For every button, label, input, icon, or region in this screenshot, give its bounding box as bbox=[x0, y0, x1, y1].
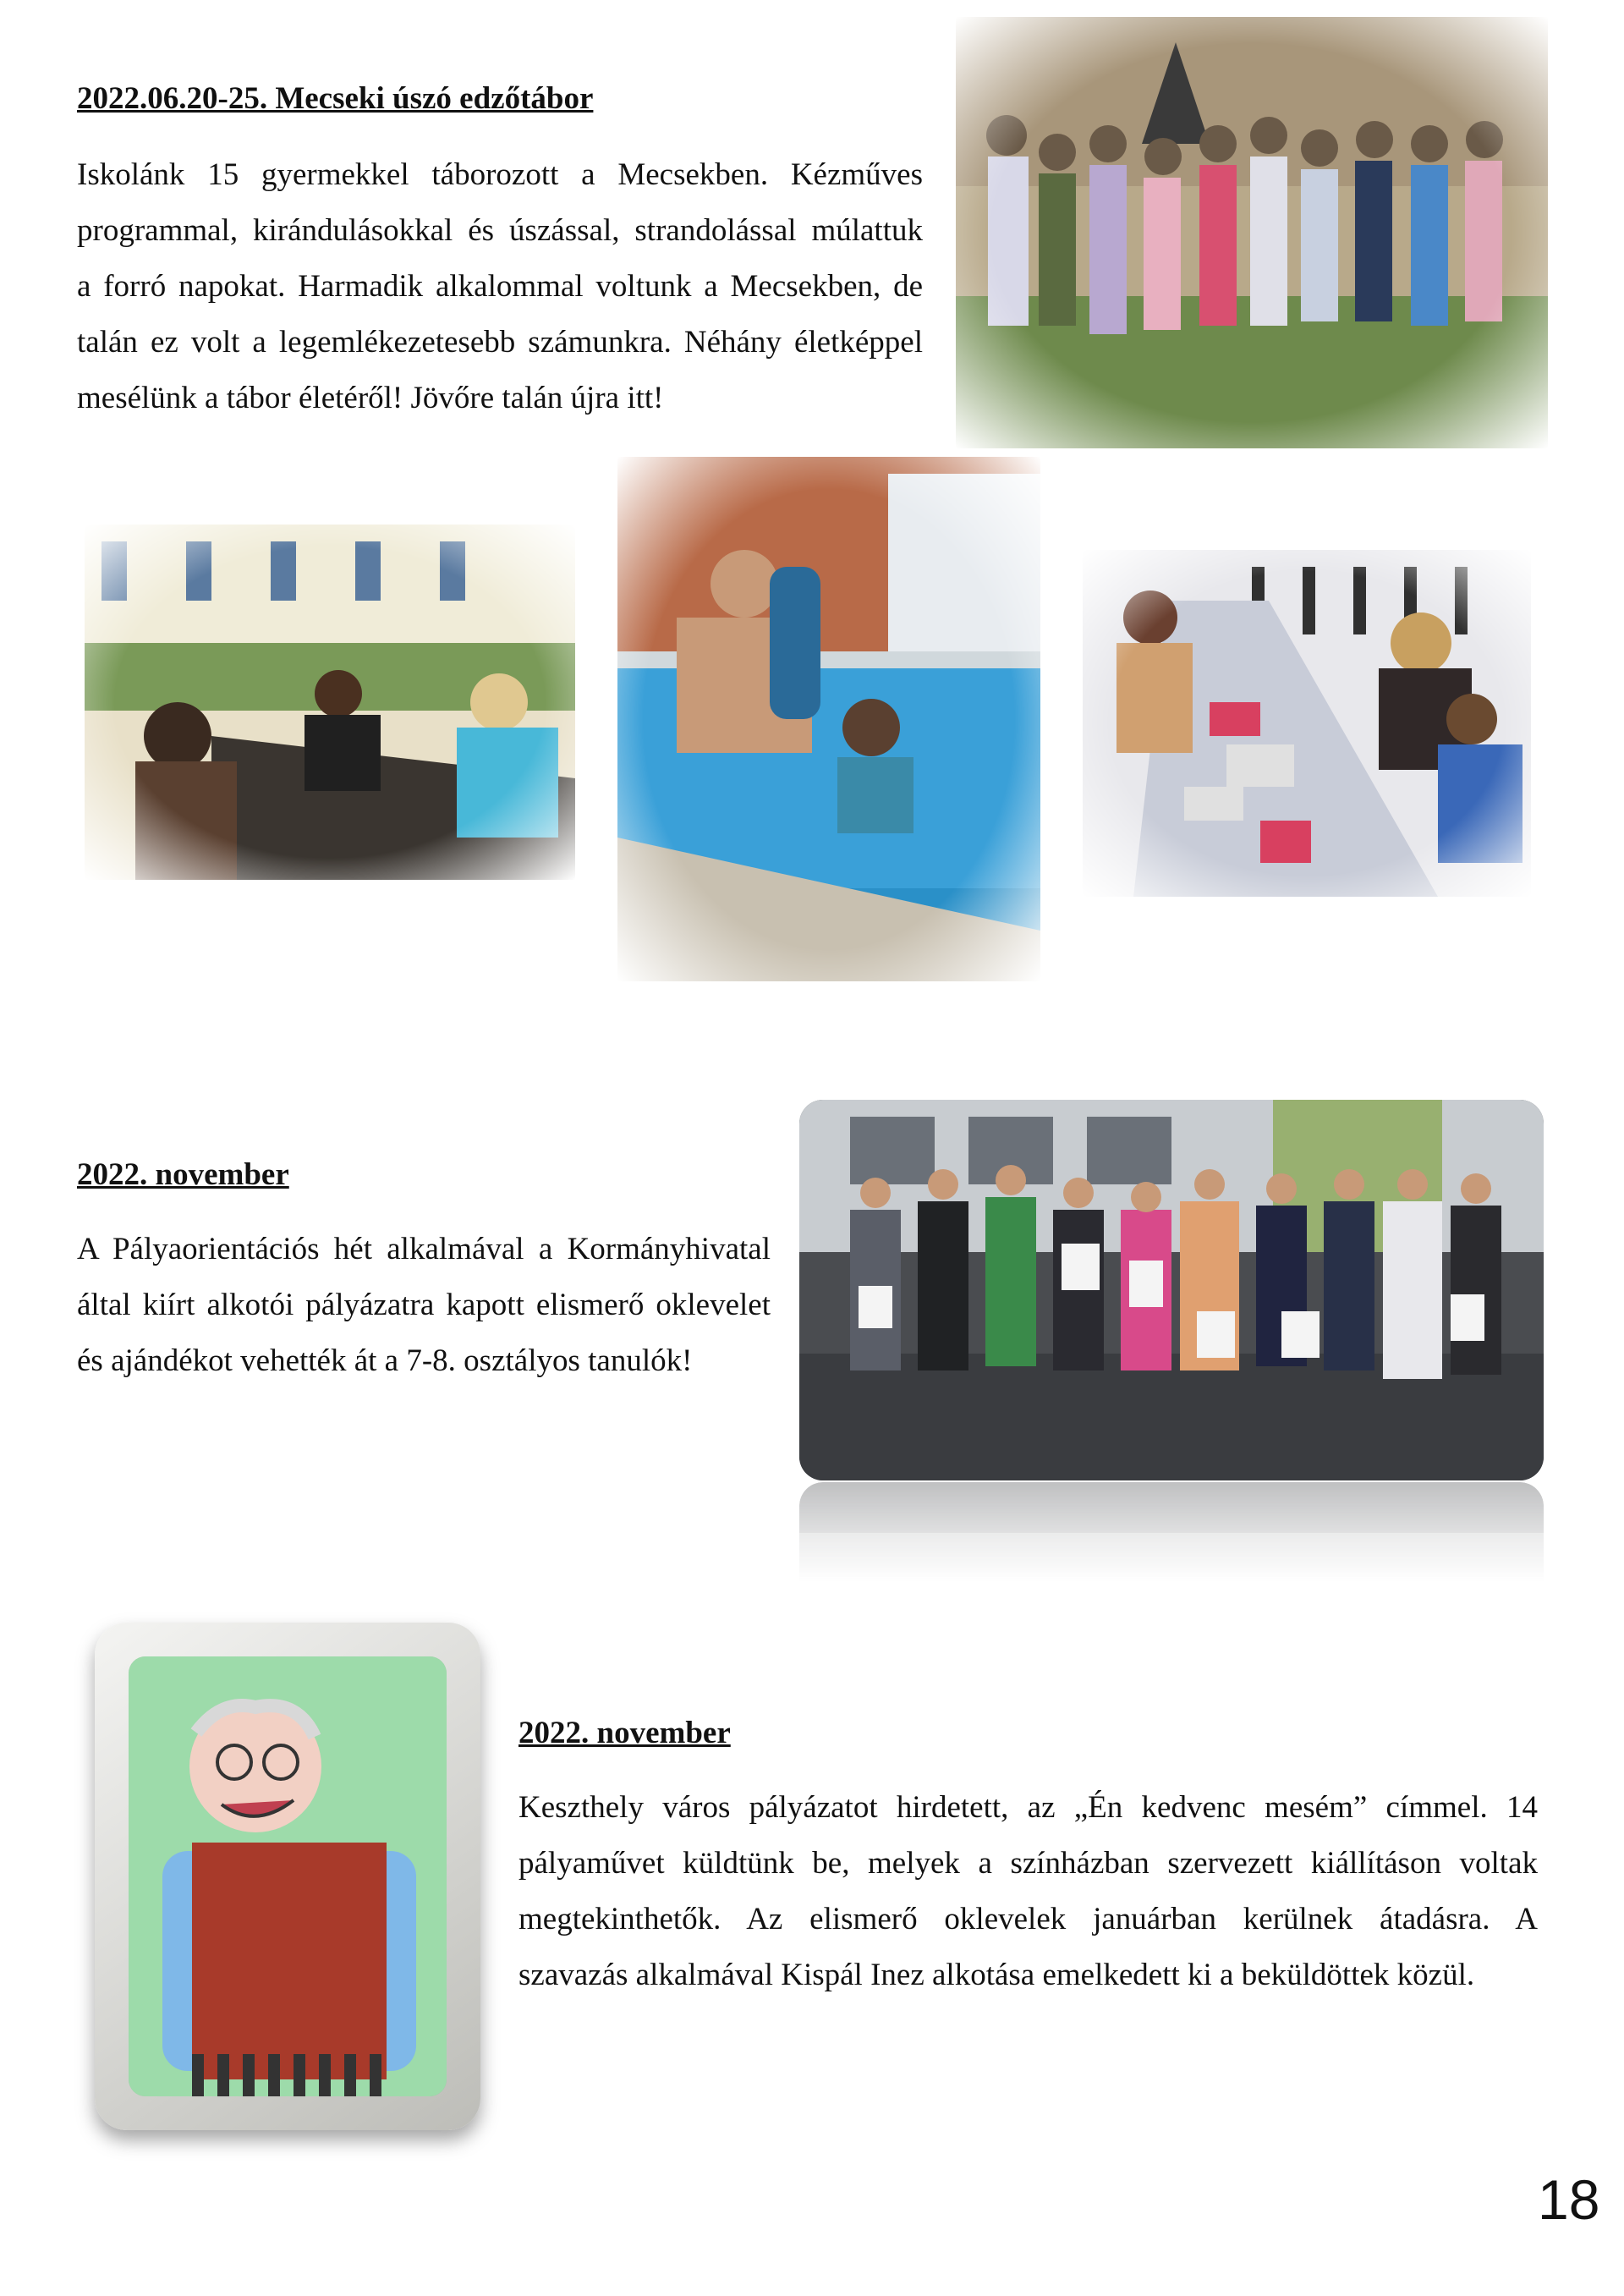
drawing-artwork bbox=[129, 1656, 447, 2096]
section-2-line: és ajándékot vehették át a 7-8. osztályos tanulók! bbox=[77, 1343, 693, 1378]
photo-pool bbox=[617, 457, 1040, 981]
section-3-text bbox=[518, 1780, 1538, 2003]
drawing-frame bbox=[95, 1623, 480, 2130]
photo-crafts bbox=[1083, 550, 1531, 897]
section-2-text bbox=[77, 1222, 771, 1389]
section-1-text bbox=[77, 147, 923, 426]
section-3-heading: 2022. november bbox=[518, 1716, 731, 1750]
group-photo-camp bbox=[956, 17, 1548, 448]
section-2-heading: 2022. november bbox=[77, 1157, 289, 1192]
section-3-line: megtekinthetők. Az elismerő oklevelek januárban kerülnek átadásra. A bbox=[518, 1902, 1538, 1936]
photo-award-students bbox=[799, 1100, 1544, 1480]
section-1-line: mesélünk a tábor életéről! Jövőre talán újra itt! bbox=[77, 381, 664, 415]
page-number: 18 bbox=[1538, 2168, 1600, 2231]
section-3-line: szavazás alkalmával Kispál Inez alkotása emelkedett ki a beküldöttek közül. bbox=[518, 1958, 1475, 1992]
photo-outdoor-cards bbox=[85, 525, 575, 880]
section-3-line: pályaművet küldtünk be, melyek a színházban szervezett kiállításon voltak bbox=[518, 1846, 1538, 1881]
section-1-line: Iskolánk 15 gyermekkel táborozott a Mecsekben. Kézműves bbox=[77, 157, 923, 192]
section-2-line: A Pályaorientációs hét alkalmával a Kormányhivatal bbox=[77, 1232, 771, 1266]
section-1-line: programmal, kirándulásokkal és úszással, strandolással múlattuk bbox=[77, 213, 923, 248]
photo-award-reflection bbox=[799, 1482, 1544, 1582]
section-1-heading: 2022.06.20-25. Mecseki úszó edzőtábor bbox=[77, 81, 594, 116]
section-1-line: talán ez volt a legemlékezetesebb számunkra. Néhány életképpel bbox=[77, 325, 923, 360]
section-1-line: a forró napokat. Harmadik alkalommal voltunk a Mecsekben, de bbox=[77, 269, 923, 304]
section-2-line: által kiírt alkotói pályázatra kapott elismerő oklevelet bbox=[77, 1288, 771, 1322]
section-3-line: Keszthely város pályázatot hirdetett, az „Én kedvenc mesém” címmel. 14 bbox=[518, 1790, 1538, 1825]
